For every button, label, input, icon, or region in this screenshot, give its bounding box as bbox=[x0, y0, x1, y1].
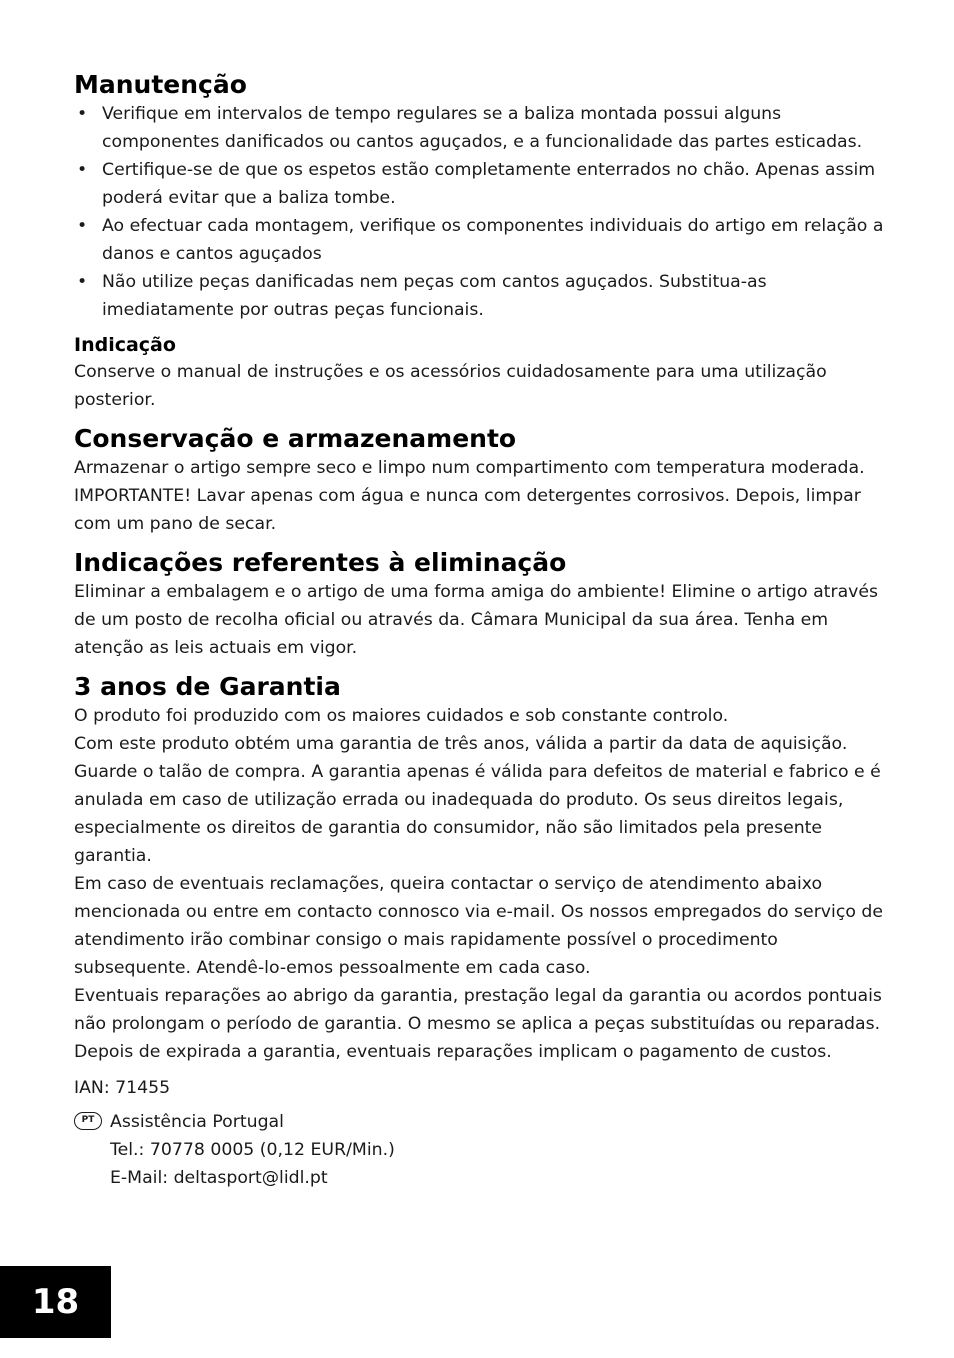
document-body bbox=[74, 70, 894, 1192]
service-email: E-Mail: deltasport@lidl.pt bbox=[110, 1168, 328, 1188]
list-item: • Não utilize peças danificadas nem peças com cantos aguçados. Substitua-as imediatamente por outras peças funcionais. bbox=[74, 268, 894, 324]
indicacao-text: Conserve o manual de instruções e os acessórios cuidadosamente para uma utilização posterior. bbox=[74, 362, 827, 410]
list-item: • Ao efectuar cada montagem, verifique os componentes individuais do artigo em relação a danos e cantos aguçados bbox=[74, 212, 894, 268]
page-number: 18 bbox=[0, 1266, 111, 1338]
garantia-paragraph: Em caso de eventuais reclamações, queira contactar o serviço de atendimento abaixo mencionada ou entre em contacto connosco via e-mail. Os nossos empregados do serviço de atendimento irão combinar consigo o mais rapidamente possível o procedimento subsequente. Atendê-lo-emos pessoalmente em cada caso. bbox=[74, 874, 883, 978]
service-contact bbox=[74, 1108, 894, 1192]
garantia-paragraph: Com este produto obtém uma garantia de três anos, válida a partir da data de aquisição. Guarde o talão de compra. A garantia apenas é válida para defeitos de material e fabrico e é anulada em caso de utilização errada ou inadequada do produto. Os seus direitos legais, especialmente os direitos de garantia do consumidor, não são limitados pela presente garantia. bbox=[74, 734, 881, 866]
service-tel: Tel.: 70778 0005 (0,12 EUR/Min.) bbox=[110, 1140, 395, 1160]
heading-manutencao: Manutenção bbox=[74, 70, 247, 99]
list-item: • Verifique em intervalos de tempo regulares se a baliza montada possui alguns componentes danificados ou cantos aguçados, e a funcionalidade das partes esticadas. bbox=[74, 100, 894, 156]
heading-eliminacao: Indicações referentes à eliminação bbox=[74, 548, 567, 577]
eliminacao-text: Eliminar a embalagem e o artigo de uma forma amiga do ambiente! Elimine o artigo através de um posto de recolha oficial ou através da. Câmara Municipal da sua área. Tenha em atenção as leis actuais em vigor. bbox=[74, 582, 879, 658]
conservacao-text: Armazenar o artigo sempre seco e limpo num compartimento com temperatura moderada. IMPORTANTE! Lavar apenas com água e nunca com detergentes corrosivos. Depois, limpar com um pano de secar. bbox=[74, 458, 865, 534]
heading-indicacao: Indicação bbox=[74, 334, 176, 356]
heading-garantia: 3 anos de Garantia bbox=[74, 672, 341, 701]
country-badge-icon: PT bbox=[74, 1112, 102, 1130]
list-item: • Certifique-se de que os espetos estão completamente enterrados no chão. Apenas assim poderá evitar que a baliza tombe. bbox=[74, 156, 894, 212]
garantia-paragraph: Eventuais reparações ao abrigo da garantia, prestação legal da garantia ou acordos pontuais não prolongam o período de garantia. O mesmo se aplica a peças substituídas ou reparadas. Depois de expirada a garantia, eventuais reparações implicam o pagamento de custos. bbox=[74, 986, 882, 1062]
service-name: Assistência Portugal bbox=[110, 1112, 284, 1132]
garantia-paragraph: O produto foi produzido com os maiores cuidados e sob constante controlo. bbox=[74, 706, 729, 726]
manutencao-list bbox=[74, 100, 894, 324]
heading-conservacao: Conservação e armazenamento bbox=[74, 424, 517, 453]
ian-number: IAN: 71455 bbox=[74, 1078, 171, 1098]
